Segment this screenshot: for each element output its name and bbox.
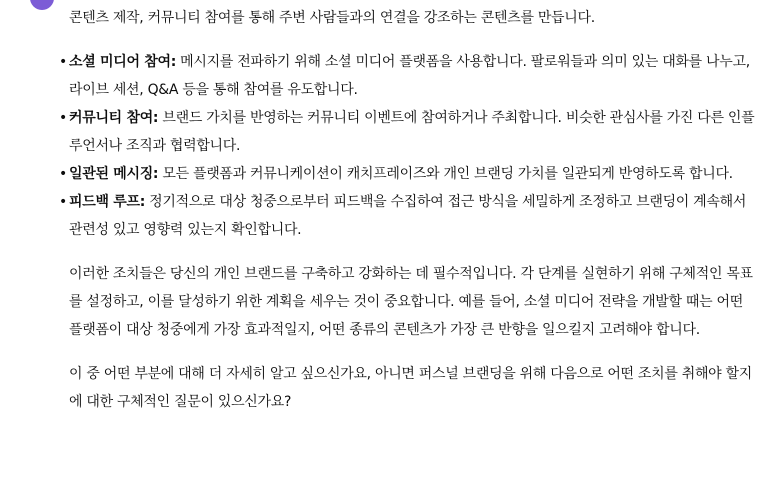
list-item-text: 정기적으로 대상 청중으로부터 피드백을 수집하여 접근 방식을 세밀하게 조정하고 브랜딩이 계속해서 관련성 있고 영향력 있는지 확인합니다. (69, 194, 747, 238)
assistant-message (69, 0, 759, 416)
bullet-icon (59, 48, 67, 76)
list-item-title: 소셜 미디어 참여: (69, 54, 177, 70)
bullet-icon (59, 160, 67, 188)
bullet-icon (59, 104, 67, 132)
followup-question-paragraph: 이 중 어떤 부분에 대해 더 자세히 알고 싶으신가요, 아니면 퍼스널 브랜딩을 위해 다음으로 어떤 조치를 취해야 할지에 대한 구체적인 질문이 있으신가요? (69, 366, 753, 410)
list-item (69, 188, 759, 244)
bullet-icon (59, 188, 67, 216)
intro-paragraph: 콘텐츠 제작, 커뮤니티 참여를 통해 주변 사람들과의 연결을 강조하는 콘텐츠를 만듭니다. (69, 10, 595, 26)
summary-paragraph: 이러한 조치들은 당신의 개인 브랜드를 구축하고 강화하는 데 필수적입니다. 각 단계를 실현하기 위해 구체적인 목표를 설정하고, 이를 달성하기 위한 계획을 세우는 것이 중요합니다. 예를 들어, 소셜 미디어 전략을 개발할 때는 어떤 플랫폼이 대상 청중에게 가장 효과적일지, 어떤 종류의 콘텐츠가 가장 큰 반향을 일으킬지 고려해야 합니다. (69, 266, 753, 338)
list-item (69, 160, 759, 188)
list-item-text: 모든 플랫폼과 커뮤니케이션이 캐치프레이즈와 개인 브랜딩 가치를 일관되게 반영하도록 합니다. (158, 166, 733, 182)
list-item-text: 메시지를 전파하기 위해 소셜 미디어 플랫폼을 사용합니다. 팔로워들과 의미 있는 대화를 나누고, 라이브 세션, Q&A 등을 통해 참여를 유도합니다. (69, 54, 750, 98)
list-item (69, 48, 759, 104)
list-item (69, 104, 759, 160)
assistant-avatar (30, 0, 54, 10)
list-item-title: 일관된 메시징: (69, 166, 159, 182)
action-list (69, 48, 759, 244)
list-item-title: 커뮤니티 참여: (69, 110, 159, 126)
list-item-text: 브랜드 가치를 반영하는 커뮤니티 이벤트에 참여하거나 주최합니다. 비슷한 관심사를 가진 다른 인플루언서나 조직과 협력합니다. (69, 110, 755, 154)
list-item-title: 피드백 루프: (69, 194, 145, 210)
